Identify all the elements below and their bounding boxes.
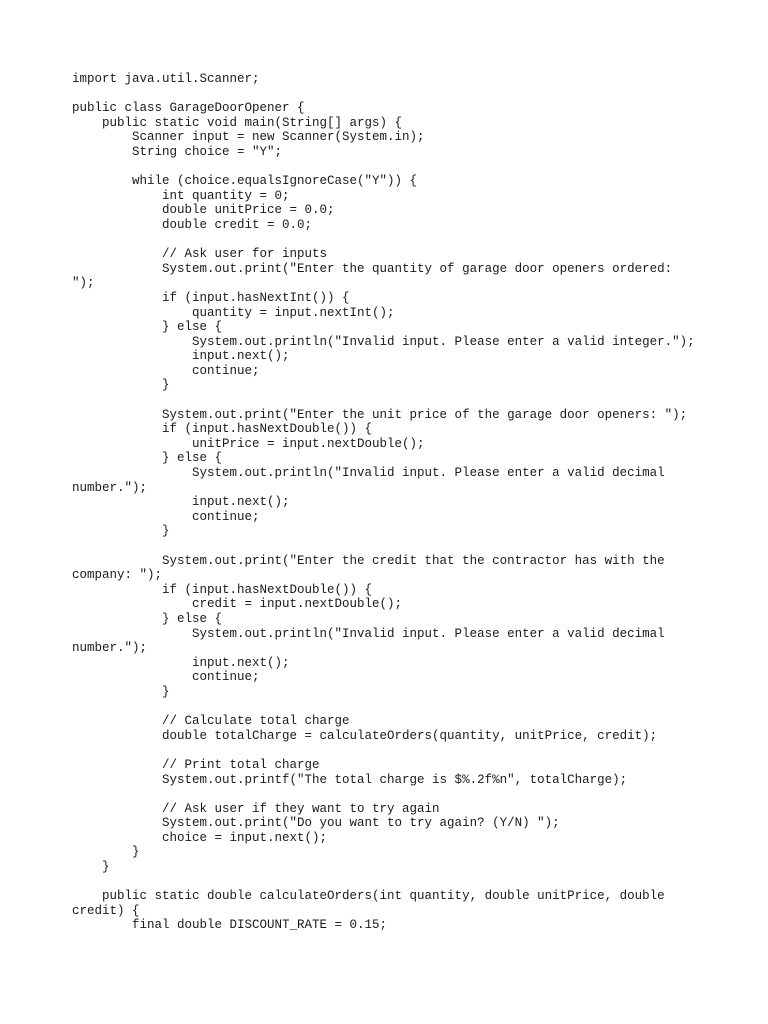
code-line [72,87,702,102]
code-line: } else { [72,320,223,335]
code-line: double credit = 0.0; [72,217,313,232]
code-line: System.out.printf("The total charge is $%.2f%n", totalCharge); [72,772,628,787]
code-line: } [72,684,170,699]
code-line: continue; [72,363,260,378]
code-line: double unitPrice = 0.0; [72,203,335,218]
code-line: public class GarageDoorOpener { [72,101,305,116]
code-line: } [72,378,170,393]
code-line: quantity = input.nextInt(); [72,305,395,320]
code-line [72,233,702,248]
code-line: credit = input.nextDouble(); [72,597,403,612]
code-line: public static void main(String[] args) { [72,115,403,130]
code-listing [72,72,702,933]
code-line: double totalCharge = calculateOrders(quantity, unitPrice, credit); [72,728,658,743]
code-line: if (input.hasNextDouble()) { [72,582,373,597]
code-line: // Ask user for inputs [72,247,328,262]
code-line: // Ask user if they want to try again [72,801,440,816]
code-line [72,700,702,715]
code-line [72,160,702,175]
code-line: System.out.print("Do you want to try again? (Y/N) "); [72,816,560,831]
code-line: number."); [72,641,148,656]
code-line: unitPrice = input.nextDouble(); [72,436,425,451]
code-line: public static double calculateOrders(int quantity, double unitPrice, double [72,889,665,904]
code-line: } [72,860,110,875]
code-line: choice = input.next(); [72,830,328,845]
code-line: System.out.print("Enter the credit that the contractor has with the [72,553,665,568]
code-line: continue; [72,509,260,524]
code-line: input.next(); [72,349,290,364]
code-line: company: "); [72,568,163,583]
code-line: int quantity = 0; [72,188,290,203]
code-line: if (input.hasNextDouble()) { [72,422,373,437]
code-line [72,743,702,758]
code-line: credit) { [72,903,140,918]
code-line: number."); [72,480,148,495]
code-line: System.out.print("Enter the unit price of the garage door openers: "); [72,407,688,422]
code-line: System.out.println("Invalid input. Please enter a valid decimal [72,626,665,641]
code-line: import java.util.Scanner; [72,72,260,86]
code-line: "); [72,276,95,291]
code-line: if (input.hasNextInt()) { [72,290,350,305]
code-line: System.out.println("Invalid input. Please enter a valid integer."); [72,334,695,349]
code-line: System.out.print("Enter the quantity of garage door openers ordered: [72,261,673,276]
code-line: input.next(); [72,655,290,670]
code-line: while (choice.equalsIgnoreCase("Y")) { [72,174,418,189]
code-line: // Calculate total charge [72,714,350,729]
code-line: } else { [72,451,223,466]
code-line [72,393,702,408]
code-line: String choice = "Y"; [72,144,283,159]
code-line: input.next(); [72,495,290,510]
code-line: Scanner input = new Scanner(System.in); [72,130,425,145]
code-line: System.out.println("Invalid input. Please enter a valid decimal [72,466,665,481]
code-line: } [72,524,170,539]
code-line [72,875,702,890]
code-line: // Print total charge [72,757,320,772]
code-line: continue; [72,670,260,685]
code-line: } [72,845,140,860]
code-line: final double DISCOUNT_RATE = 0.15; [72,918,388,933]
code-line [72,787,702,802]
code-line: } else { [72,611,223,626]
code-line [72,539,702,554]
